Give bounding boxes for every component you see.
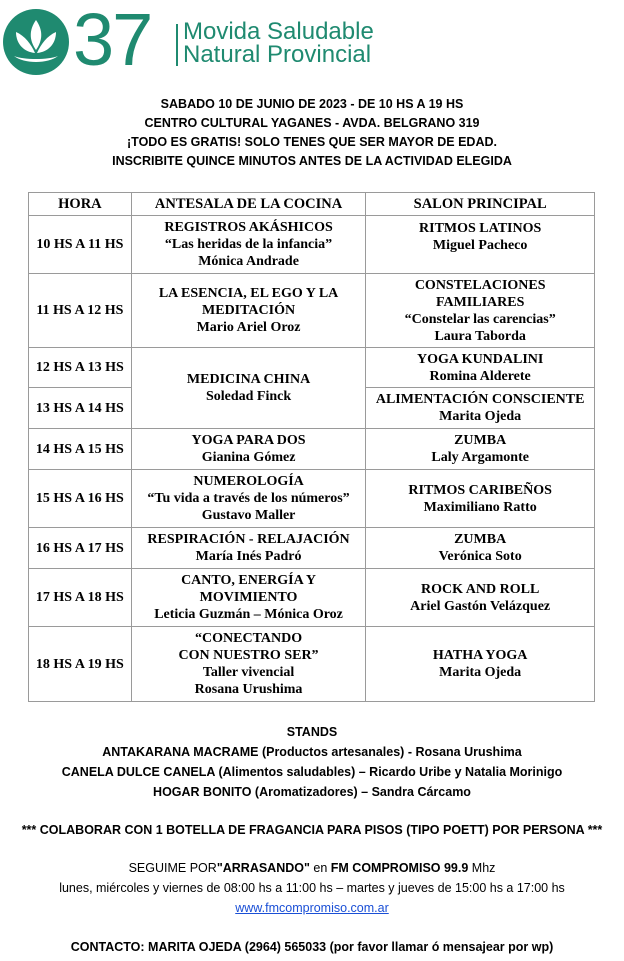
- radio-promo: [0, 858, 624, 878]
- brand-line-1: Movida Saludable: [183, 18, 374, 45]
- activity-host: Romina Alderete: [429, 368, 531, 384]
- stands-title: STANDS: [286, 725, 338, 739]
- antesala-cell: [131, 528, 366, 569]
- event-venue: CENTRO CULTURAL YAGANES - AVDA. BELGRANO 319: [144, 116, 480, 130]
- table-header-row: [29, 193, 595, 216]
- collaboration-note: *** COLABORAR CON 1 BOTELLA DE FRAGANCIA PARA PISOS (TIPO POETT) POR PERSONA ***: [21, 823, 603, 837]
- activity-title-cont: MEDITACIÓN: [202, 303, 296, 318]
- salon-cell: [366, 569, 595, 627]
- antesala-cell: [131, 216, 366, 274]
- radio-station: FM COMPROMISO 99.9: [330, 861, 469, 875]
- activity-title-cont: MOVIMIENTO: [199, 590, 298, 605]
- table-row: [29, 216, 595, 274]
- table-row: [29, 470, 595, 528]
- activity-title-cont: CON NUESTRO SER”: [178, 648, 319, 663]
- activity-title: YOGA KUNDALINI: [416, 351, 544, 367]
- time-cell: 17 HS A 18 HS: [29, 569, 132, 627]
- activity-title: ALIMENTACIÓN CONSCIENTE: [375, 392, 585, 407]
- activity-subtitle: Taller vivencial: [202, 665, 295, 680]
- event-date: SABADO 10 DE JUNIO DE 2023 - DE 10 HS A 19 HS: [160, 97, 464, 111]
- activity-title: “CONECTANDO: [195, 631, 303, 646]
- activity-host: Leticia Guzmán – Mónica Oroz: [154, 607, 343, 622]
- radio-website-link[interactable]: www.fmcompromiso.com.ar: [235, 901, 389, 915]
- column-header-salon: SALON PRINCIPAL: [366, 193, 595, 216]
- table-row: [29, 528, 595, 569]
- time-cell: 18 HS A 19 HS: [29, 627, 132, 702]
- stand-item: HOGAR BONITO (Aromatizadores) – Sandra Cárcamo: [153, 785, 471, 799]
- column-header-hora: HORA: [29, 193, 132, 216]
- brand-number: 37: [73, 0, 152, 81]
- activity-host: Mario Ariel Oroz: [196, 320, 301, 335]
- salon-cell: [366, 348, 595, 388]
- antesala-cell: [131, 429, 366, 470]
- antesala-cell: [131, 470, 366, 528]
- salon-cell: [366, 429, 595, 470]
- radio-suffix: Mhz: [468, 861, 496, 875]
- time-cell: 10 HS A 11 HS: [29, 216, 132, 274]
- salon-cell: [366, 388, 595, 429]
- antesala-cell: [131, 627, 366, 702]
- activity-host: Gustavo Maller: [201, 508, 296, 523]
- stand-item: CANELA DULCE CANELA (Alimentos saludables) – Ricardo Uribe y Natalia Morinigo: [61, 765, 563, 779]
- activity-host: Gianina Gómez: [201, 450, 296, 465]
- activity-host: Laura Taborda: [434, 328, 526, 344]
- stand-item: ANTAKARANA MACRAME (Productos artesanales) - Rosana Urushima: [102, 745, 522, 759]
- salon-cell: [366, 528, 595, 569]
- radio-show: "ARRASANDO": [216, 861, 310, 875]
- activity-host: Mónica Andrade: [198, 254, 299, 269]
- table-row: [29, 348, 595, 388]
- activity-host: Marita Ojeda: [439, 665, 522, 680]
- activity-title: HATHA YOGA: [432, 648, 528, 663]
- schedule-table: [28, 192, 595, 702]
- antesala-cell: [131, 274, 366, 348]
- activity-host: Verónica Soto: [438, 549, 522, 564]
- radio-section: [0, 858, 624, 918]
- activity-title: REGISTROS AKÁSHICOS: [164, 220, 333, 235]
- contact-line: CONTACTO: MARITA OJEDA (2964) 565033 (por favor llamar ó mensajear por wp): [70, 940, 554, 954]
- brand-divider: [176, 24, 178, 66]
- time-cell: 16 HS A 17 HS: [29, 528, 132, 569]
- column-header-antesala: ANTESALA DE LA COCINA: [131, 193, 366, 216]
- activity-host: Maximiliano Ratto: [423, 499, 537, 515]
- salon-cell: [366, 274, 595, 348]
- table-row: [29, 274, 595, 348]
- activity-title: CANTO, ENERGÍA Y: [181, 573, 317, 588]
- event-header: [0, 95, 624, 171]
- activity-title: RITMOS LATINOS: [419, 221, 542, 236]
- antesala-cell: [131, 569, 366, 627]
- activity-host: Marita Ojeda: [439, 409, 522, 424]
- activity-host: Laly Argamonte: [431, 450, 529, 465]
- activity-title: ZUMBA: [454, 532, 507, 547]
- activity-host: Ariel Gastón Velázquez: [410, 598, 551, 614]
- salon-cell: [366, 627, 595, 702]
- activity-title: CONSTELACIONES: [414, 277, 546, 293]
- activity-title: ROCK AND ROLL: [421, 581, 540, 597]
- time-cell: 11 HS A 12 HS: [29, 274, 132, 348]
- brand-line-2: Natural Provincial: [183, 41, 372, 68]
- activity-title: NUMEROLOGÍA: [193, 474, 304, 489]
- salon-cell: [366, 216, 595, 274]
- time-cell: 15 HS A 16 HS: [29, 470, 132, 528]
- activity-host: Soledad Finck: [205, 389, 292, 404]
- activity-title: RESPIRACIÓN - RELAJACIÓN: [147, 532, 350, 547]
- radio-schedule: lunes, miércoles y viernes de 08:00 hs a 11:00 hs – martes y jueves de 15:00 hs a 17:00 hs: [59, 881, 565, 895]
- antesala-cell: [131, 348, 366, 429]
- table-row: [29, 429, 595, 470]
- salon-cell: [366, 470, 595, 528]
- stands-section: [0, 722, 624, 802]
- activity-title: RITMOS CARIBEÑOS: [408, 482, 552, 498]
- activity-title: LA ESENCIA, EL EGO Y LA: [158, 286, 339, 301]
- event-signup-note: INSCRIBITE QUINCE MINUTOS ANTES DE LA ACTIVIDAD ELEGIDA: [112, 154, 512, 168]
- time-cell: 14 HS A 15 HS: [29, 429, 132, 470]
- activity-host: Rosana Urushima: [194, 682, 303, 697]
- radio-mid: en: [309, 861, 331, 875]
- brand-name: [183, 20, 374, 66]
- activity-host: Miguel Pacheco: [432, 238, 528, 253]
- lotus-flower-icon: [2, 6, 70, 78]
- table-row: [29, 627, 595, 702]
- event-free-note: ¡TODO ES GRATIS! SOLO TENES QUE SER MAYOR DE EDAD.: [127, 135, 497, 149]
- activity-subtitle: “Tu vida a través de los números”: [147, 491, 350, 506]
- activity-title: MEDICINA CHINA: [186, 372, 311, 387]
- time-cell: 13 HS A 14 HS: [29, 388, 132, 429]
- activity-title-cont: FAMILIARES: [435, 294, 525, 310]
- activity-host: María Inés Padró: [195, 549, 302, 564]
- activity-title: ZUMBA: [454, 433, 507, 448]
- activity-title: YOGA PARA DOS: [191, 433, 306, 448]
- table-row: [29, 569, 595, 627]
- activity-subtitle: “Las heridas de la infancia”: [164, 237, 333, 252]
- time-cell: 12 HS A 13 HS: [29, 348, 132, 388]
- activity-subtitle: “Constelar las carencias”: [404, 311, 556, 327]
- radio-prefix: SEGUIME POR: [128, 861, 217, 875]
